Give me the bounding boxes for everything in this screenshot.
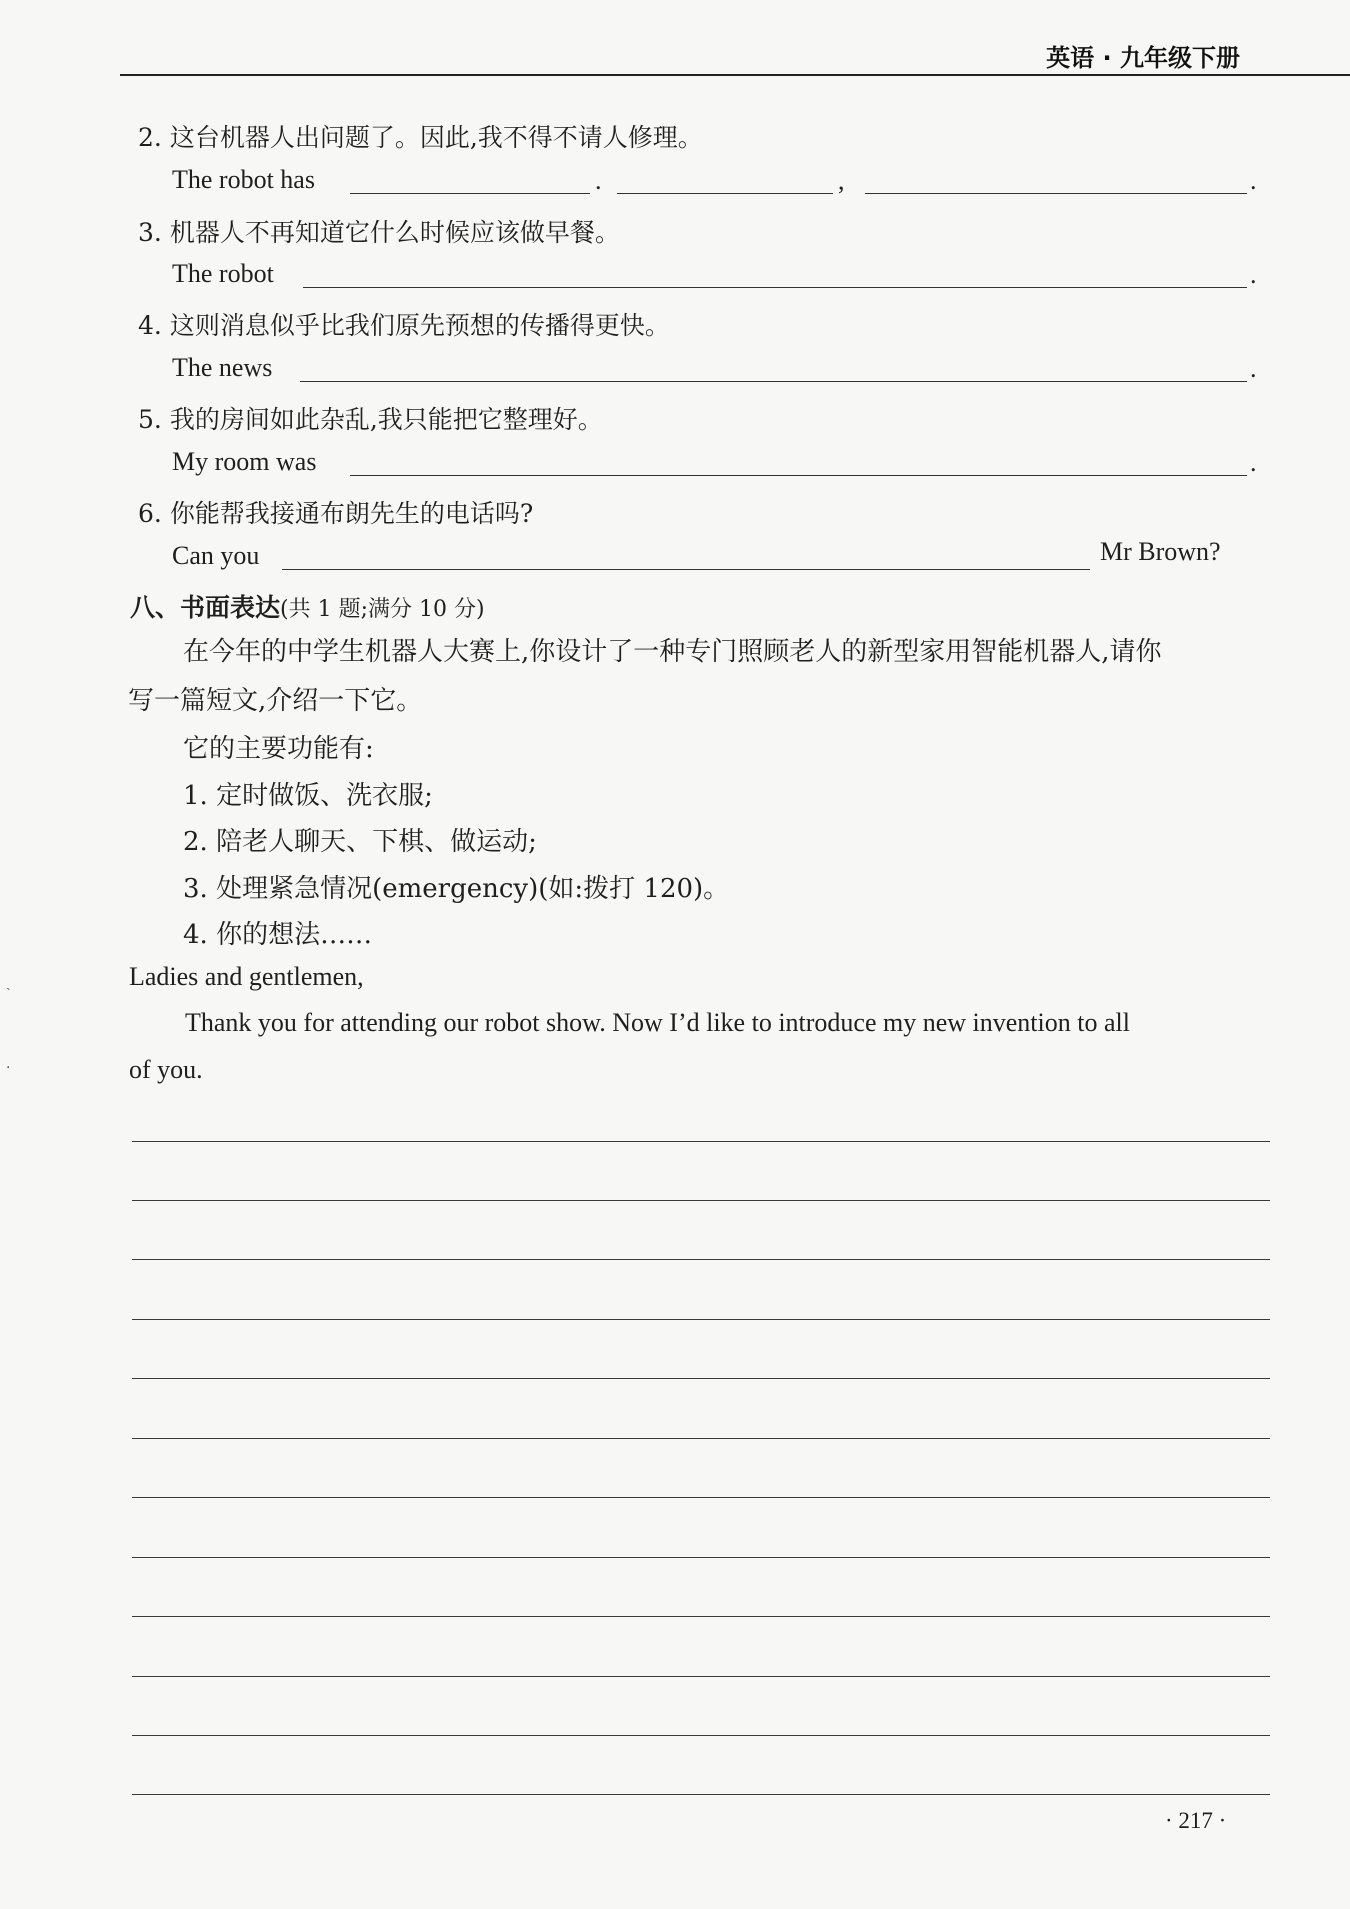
question-number: 2. xyxy=(138,123,162,152)
function-item: 1. 定时做饭、洗衣服; xyxy=(183,781,433,811)
question-number: 3. xyxy=(138,218,162,247)
writing-line[interactable] xyxy=(132,1557,1270,1558)
question-number: 4. xyxy=(138,311,162,340)
answer-blank[interactable] xyxy=(350,193,590,194)
writing-line[interactable] xyxy=(132,1438,1270,1439)
question-text: 你能帮我接通布朗先生的电话吗? xyxy=(169,499,534,528)
question-5-prompt xyxy=(138,400,603,436)
writing-line[interactable] xyxy=(132,1735,1270,1736)
answer-blank[interactable] xyxy=(617,193,833,194)
question-text: 我的房间如此杂乱,我只能把它整理好。 xyxy=(169,405,603,434)
question-5-stem: My room was xyxy=(172,447,317,476)
writing-line[interactable] xyxy=(132,1141,1270,1142)
writing-line[interactable] xyxy=(132,1794,1270,1795)
header-title: 英语 · 九年级下册 xyxy=(1046,44,1240,72)
function-item: 2. 陪老人聊天、下棋、做运动; xyxy=(183,827,537,857)
section-title xyxy=(130,588,485,624)
sentence-end: . xyxy=(1250,260,1257,289)
separator: , xyxy=(838,166,845,195)
question-3-stem: The robot xyxy=(172,259,274,288)
answer-blank[interactable] xyxy=(282,569,1090,570)
writing-line[interactable] xyxy=(132,1497,1270,1498)
writing-line[interactable] xyxy=(132,1200,1270,1201)
question-4-prompt xyxy=(138,306,670,342)
answer-blank[interactable] xyxy=(865,193,1247,194)
question-number: 5. xyxy=(138,405,162,434)
answer-blank[interactable] xyxy=(303,287,1247,288)
sentence-end: . xyxy=(1250,166,1257,195)
question-6-prompt xyxy=(138,494,533,530)
section-heading: 八、书面表达 xyxy=(130,593,281,622)
question-3-prompt xyxy=(138,213,620,249)
question-2-stem: The robot has xyxy=(172,165,315,194)
function-item: 3. 处理紧急情况(emergency)(如:拨打 120)。 xyxy=(183,874,730,904)
question-text: 这台机器人出问题了。因此,我不得不请人修理。 xyxy=(169,123,703,152)
answer-blank[interactable] xyxy=(300,381,1247,382)
task-intro-line-2: 写一篇短文,介绍一下它。 xyxy=(128,686,423,716)
writing-line[interactable] xyxy=(132,1676,1270,1677)
writing-line[interactable] xyxy=(132,1616,1270,1617)
question-text: 机器人不再知道它什么时候应该做早餐。 xyxy=(169,218,620,247)
margin-mark: · xyxy=(6,1060,11,1076)
section-score: (共 1 题;满分 10 分) xyxy=(280,597,485,622)
essay-opening-line-1: Thank you for attending our robot show. Now I’d like to introduce my new invention to all xyxy=(185,1008,1130,1037)
question-4-stem: The news xyxy=(172,353,273,382)
question-number: 6. xyxy=(138,499,162,528)
page-number: · 217 · xyxy=(1165,1808,1227,1833)
essay-opening-line-2: of you. xyxy=(129,1055,203,1084)
functions-label: 它的主要功能有: xyxy=(183,734,374,764)
function-item: 4. 你的想法…… xyxy=(183,920,373,950)
sentence-end: . xyxy=(1250,354,1257,383)
essay-greeting: Ladies and gentlemen, xyxy=(129,962,364,991)
answer-blank[interactable] xyxy=(350,475,1247,476)
writing-line[interactable] xyxy=(132,1378,1270,1379)
task-intro-line-1: 在今年的中学生机器人大赛上,你设计了一种专门照顾老人的新型家用智能机器人,请你 xyxy=(183,637,1162,667)
separator: . xyxy=(595,166,602,195)
header-rule xyxy=(120,74,1350,76)
question-6-ending: Mr Brown? xyxy=(1100,537,1221,566)
question-2-prompt xyxy=(138,118,703,154)
sentence-end: . xyxy=(1250,448,1257,477)
question-text: 这则消息似乎比我们原先预想的传播得更快。 xyxy=(169,311,670,340)
margin-mark: ˏ xyxy=(6,975,11,991)
writing-line[interactable] xyxy=(132,1319,1270,1320)
writing-line[interactable] xyxy=(132,1259,1270,1260)
question-6-stem: Can you xyxy=(172,541,260,570)
